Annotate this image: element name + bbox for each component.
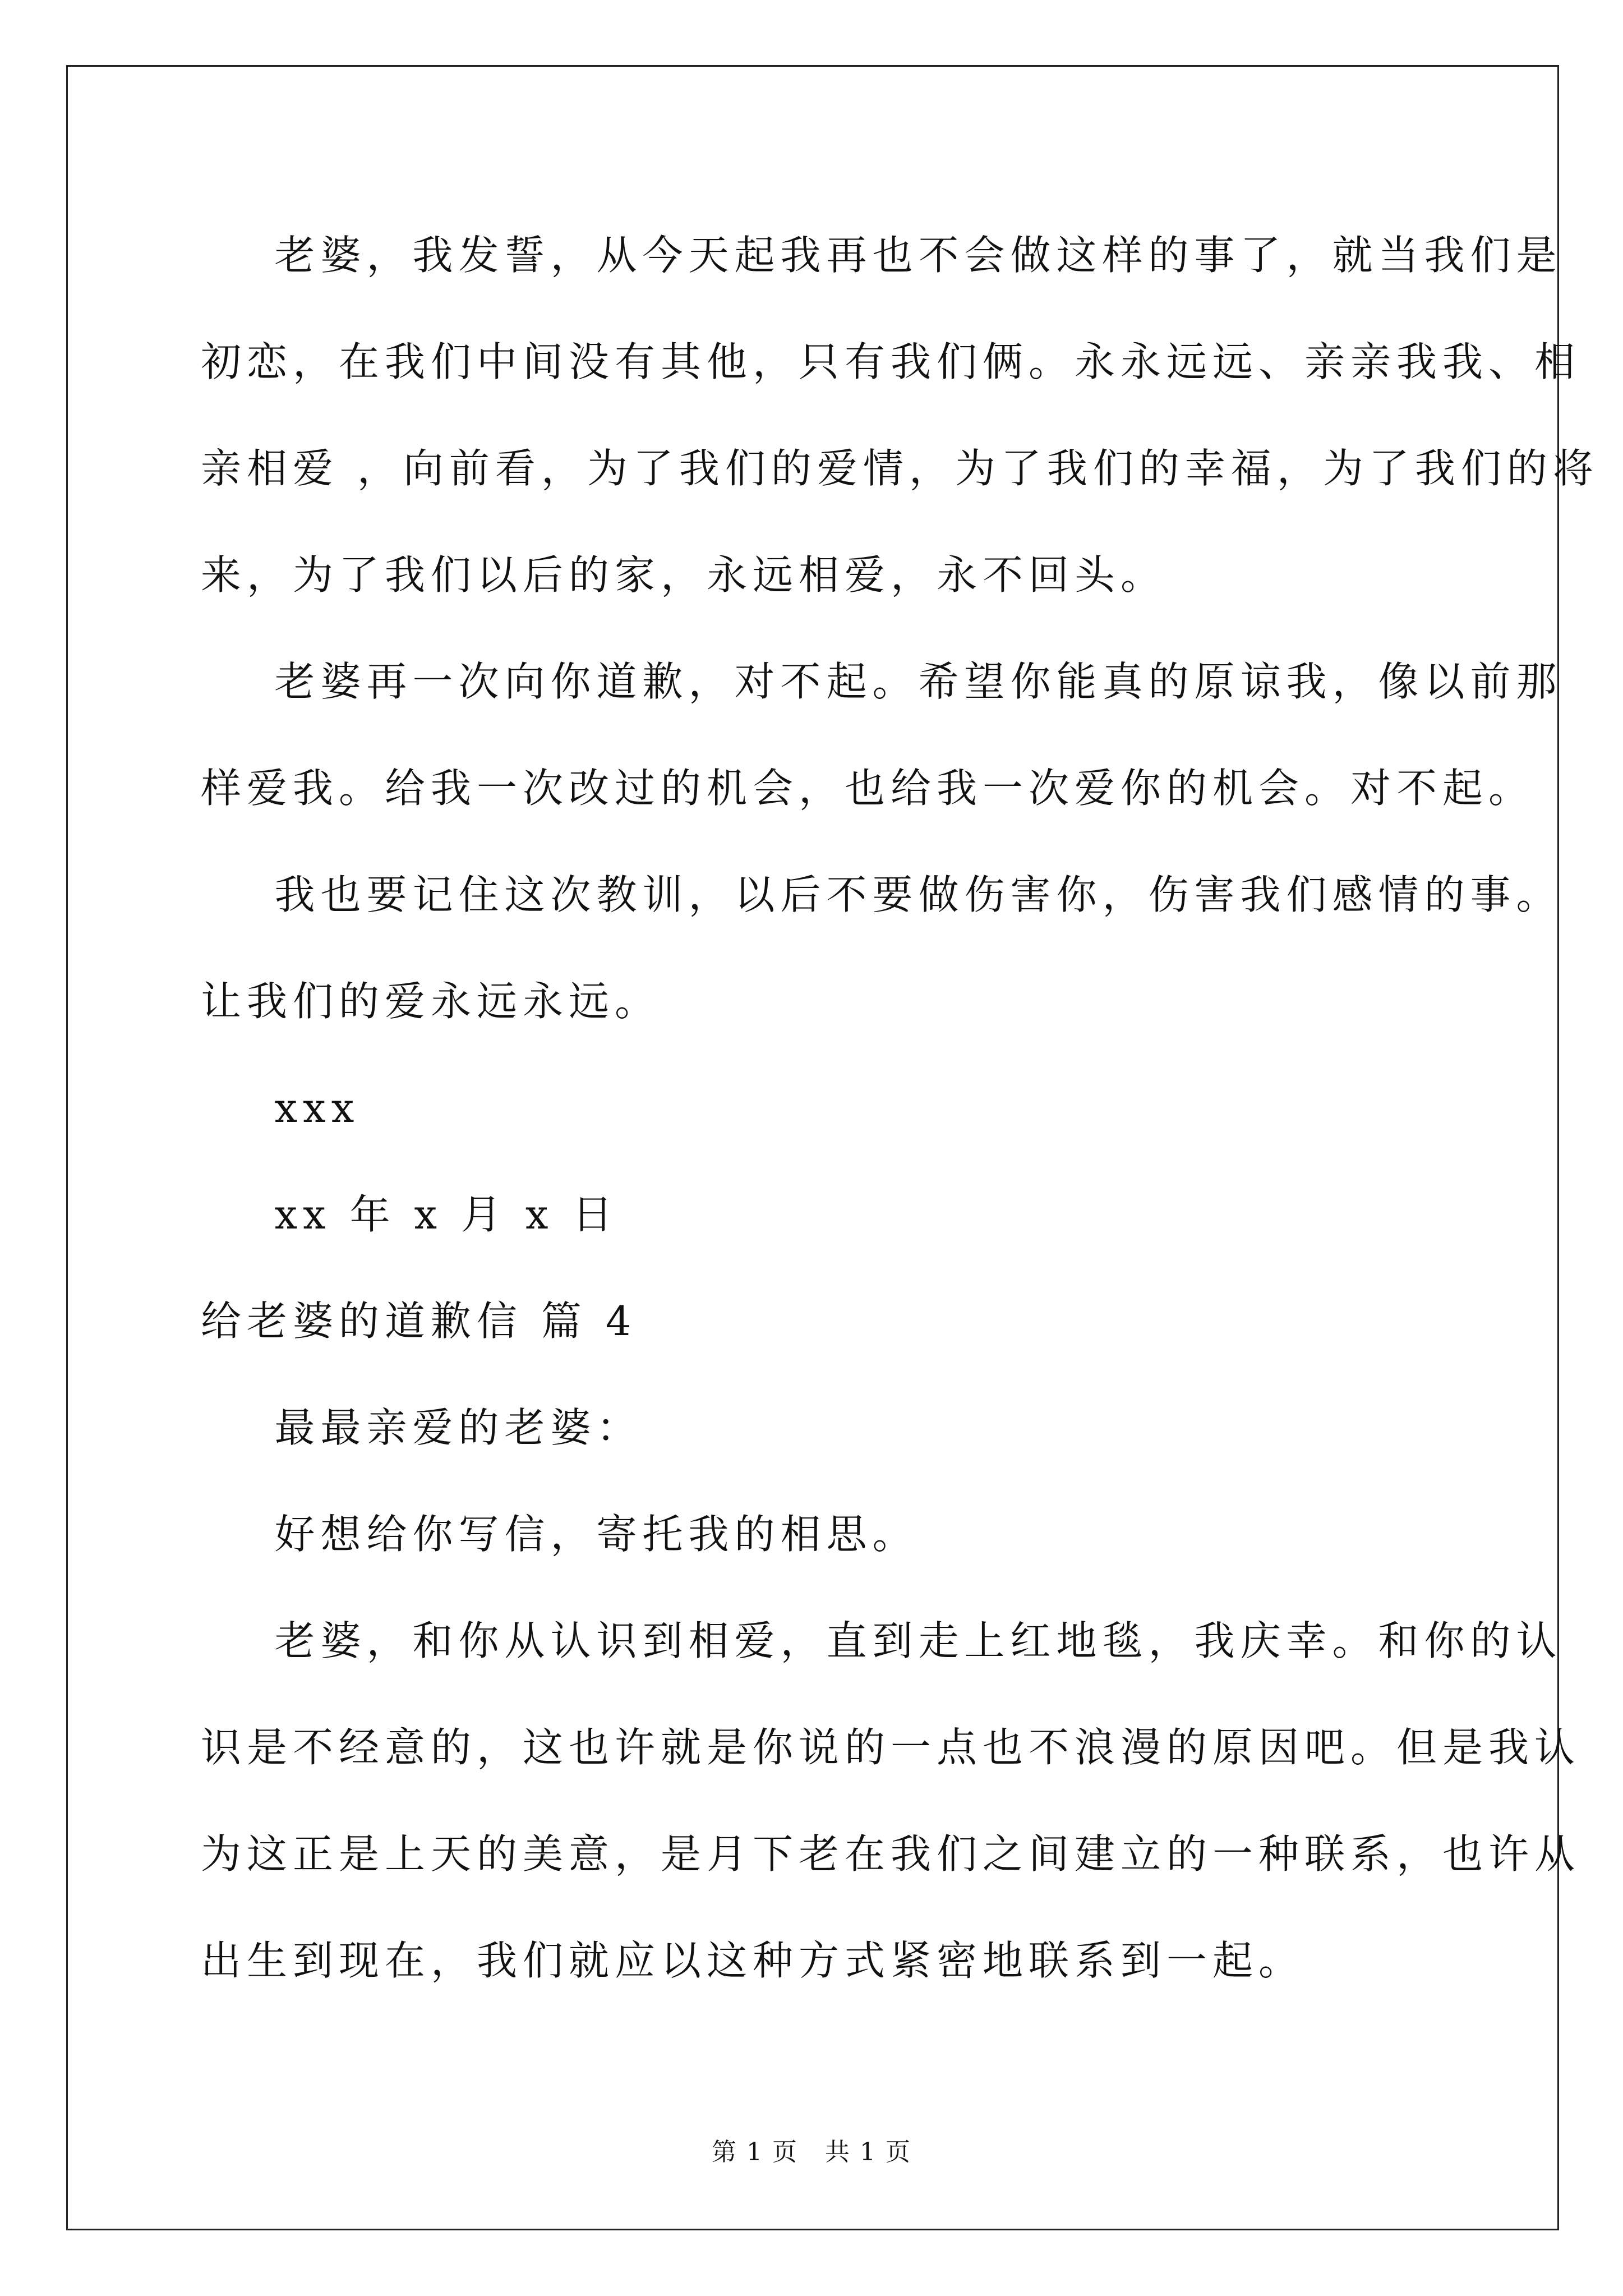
- date-line: xx 年 x 月 x 日: [201, 1191, 619, 1238]
- text-line: 老婆再一次向你道歉，对不起。希望你能真的原谅我，像以前那: [201, 658, 1562, 705]
- text-line: 识是不经意的，这也许就是你说的一点也不浪漫的原因吧。但是我认: [201, 1724, 1581, 1771]
- text-line: 让我们的爱永远永远。: [201, 978, 661, 1025]
- text-line: 老婆，我发誓，从今天起我再也不会做这样的事了，就当我们是: [201, 232, 1562, 279]
- signature: xxx: [201, 1084, 360, 1131]
- salutation: 最最亲爱的老婆：: [201, 1404, 643, 1451]
- text-line: 来，为了我们以后的家，永远相爱，永不回头。: [201, 551, 1167, 599]
- letter-body: [201, 202, 1599, 2014]
- section-heading: 给老婆的道歉信 篇 4: [201, 1297, 637, 1345]
- text-line: 出生到现在，我们就应以这种方式紧密地联系到一起。: [201, 1937, 1305, 1984]
- text-line: 为这正是上天的美意，是月下老在我们之间建立的一种联系，也许从: [201, 1830, 1581, 1878]
- text-line: 亲相爱 ，向前看，为了我们的爱情，为了我们的幸福，为了我们的将: [201, 445, 1599, 492]
- text-line: 样爱我。给我一次改过的机会，也给我一次爱你的机会。对不起。: [201, 765, 1535, 812]
- text-line: 初恋，在我们中间没有其他，只有我们俩。永永远远、亲亲我我、相: [201, 338, 1581, 385]
- text-line: 老婆，和你从认识到相爱，直到走上红地毯，我庆幸。和你的认: [201, 1617, 1562, 1664]
- page-footer: 第 1 页 共 1 页: [712, 2138, 911, 2166]
- text-line: 我也要记住这次教训，以后不要做伤害你，伤害我们感情的事。: [201, 871, 1562, 918]
- text-line: 好想给你写信，寄托我的相思。: [201, 1511, 919, 1558]
